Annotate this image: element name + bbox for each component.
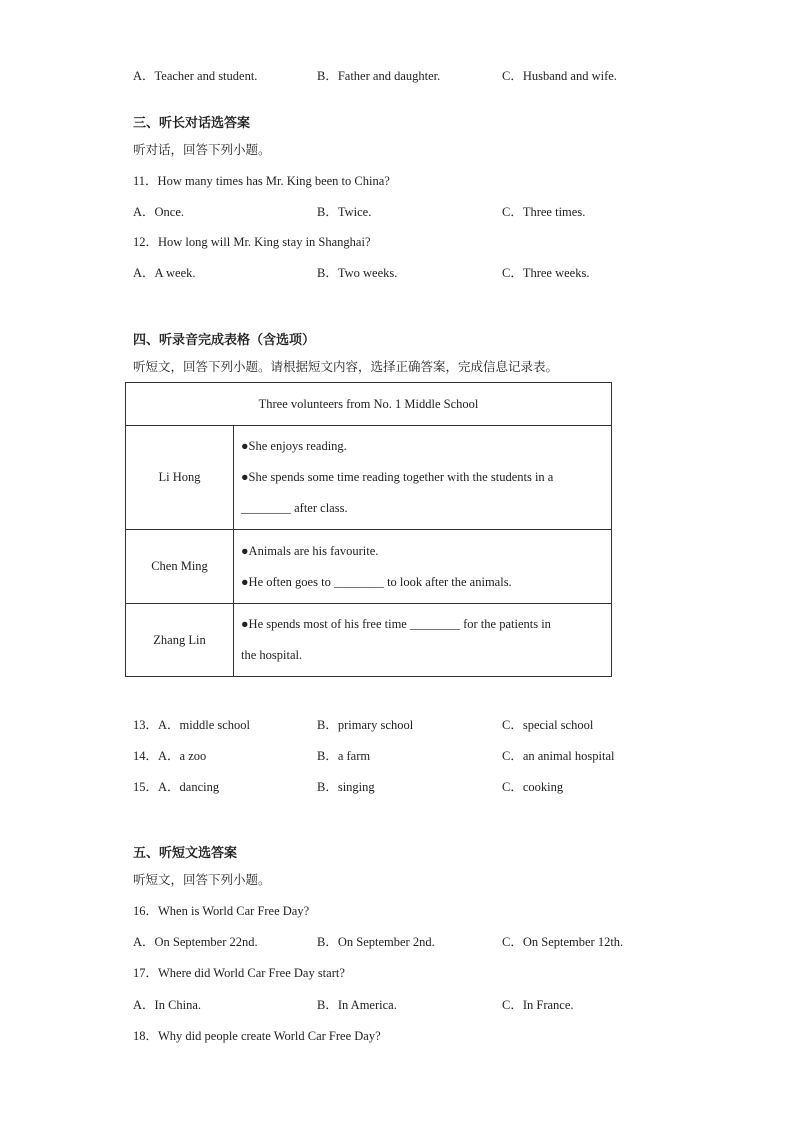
q13-option-c[interactable]: C．special school xyxy=(502,718,594,732)
volunteer-info-table xyxy=(125,382,612,677)
detail-line: ●He often goes to ________ to look after the animals. xyxy=(241,574,512,589)
detail-line: the hospital. xyxy=(241,648,303,662)
q13-option-a[interactable]: 13．A．middle school xyxy=(133,718,251,732)
q12-option-c[interactable]: C．Three weeks. xyxy=(502,266,590,280)
q10-option-b[interactable]: B．Father and daughter. xyxy=(317,69,441,83)
volunteer-detail xyxy=(234,530,612,604)
volunteer-name: Zhang Lin xyxy=(126,604,234,677)
section4-heading: 四、听录音完成表格（含选项） xyxy=(133,333,316,348)
q11-stem: 11．How many times has Mr. King been to China? xyxy=(133,174,390,188)
q14-option-a[interactable]: 14．A．a zoo xyxy=(133,749,207,763)
q11-option-a[interactable]: A．Once. xyxy=(133,205,185,219)
q15-option-b[interactable]: B．singing xyxy=(317,780,375,794)
q11-option-c[interactable]: C．Three times. xyxy=(502,205,586,219)
volunteer-detail xyxy=(234,604,612,677)
q14-option-c[interactable]: C．an animal hospital xyxy=(502,749,615,763)
q12-option-a[interactable]: A．A week. xyxy=(133,266,196,280)
q17-stem: 17．Where did World Car Free Day start? xyxy=(133,966,345,980)
q15-option-c[interactable]: C．cooking xyxy=(502,780,564,794)
detail-line: ________ after class. xyxy=(241,501,348,515)
table-title: Three volunteers from No. 1 Middle School xyxy=(126,383,612,426)
table-row xyxy=(126,426,612,530)
section5-instruction: 听短文，回答下列小题。 xyxy=(133,872,271,887)
volunteer-name: Chen Ming xyxy=(126,530,234,604)
q15-option-a[interactable]: 15．A．dancing xyxy=(133,780,220,794)
section4-instruction: 听短文，回答下列小题。请根据短文内容，选择正确答案，完成信息记录表。 xyxy=(133,359,559,374)
q10-option-c[interactable]: C．Husband and wife. xyxy=(502,69,617,83)
q13-option-b[interactable]: B．primary school xyxy=(317,718,414,732)
q10-option-a[interactable]: A．Teacher and student. xyxy=(133,69,258,83)
q16-option-c[interactable]: C．On September 12th. xyxy=(502,935,624,949)
q17-option-a[interactable]: A．In China. xyxy=(133,998,202,1012)
section5-heading: 五、听短文选答案 xyxy=(133,846,238,861)
q16-option-b[interactable]: B．On September 2nd. xyxy=(317,935,435,949)
section3-heading: 三、听长对话选答案 xyxy=(133,116,251,131)
volunteer-name: Li Hong xyxy=(126,426,234,530)
q16-stem: 16．When is World Car Free Day? xyxy=(133,904,310,918)
q18-stem: 18．Why did people create World Car Free Day? xyxy=(133,1029,381,1043)
q17-option-b[interactable]: B．In America. xyxy=(317,998,397,1012)
table-row xyxy=(126,530,612,604)
table-row xyxy=(126,604,612,677)
q12-option-b[interactable]: B．Two weeks. xyxy=(317,266,398,280)
q12-stem: 12．How long will Mr. King stay in Shanghai? xyxy=(133,235,371,249)
q11-option-b[interactable]: B．Twice. xyxy=(317,205,372,219)
section3-instruction: 听对话，回答下列小题。 xyxy=(133,142,271,157)
detail-line: ●Animals are his favourite. xyxy=(241,543,379,558)
volunteer-detail xyxy=(234,426,612,530)
q16-option-a[interactable]: A．On September 22nd. xyxy=(133,935,258,949)
q14-option-b[interactable]: B．a farm xyxy=(317,749,371,763)
detail-line: ●He spends most of his free time ________ for the patients in xyxy=(241,617,551,631)
detail-line: ●She enjoys reading. xyxy=(241,439,347,453)
detail-line: ●She spends some time reading together with the students in a xyxy=(241,470,554,484)
q17-option-c[interactable]: C．In France. xyxy=(502,998,574,1012)
